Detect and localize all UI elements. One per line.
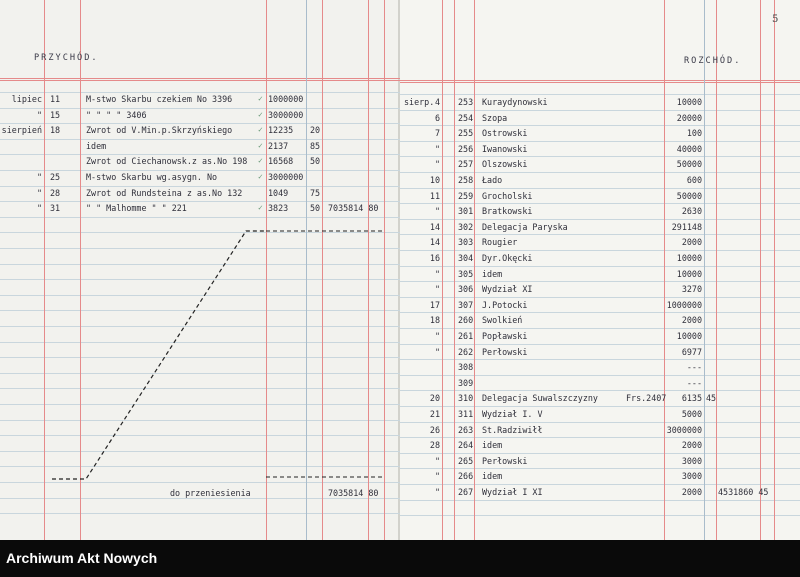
entry-description: M-stwo Skarbu czekiem No 3396 — [86, 94, 233, 104]
row-rule — [400, 94, 800, 95]
entry-day: 11 — [429, 190, 440, 201]
column-rule — [774, 0, 775, 540]
entry-number: 265 — [458, 455, 474, 466]
entry-number: 306 — [458, 284, 474, 295]
entry-cents: 75 — [310, 187, 321, 198]
entry-day: 28 — [429, 440, 440, 451]
header-rule-right-2 — [400, 82, 800, 83]
row-rule — [400, 156, 800, 157]
entry-description: M-stwo Skarbu wg.asygn. No — [86, 172, 218, 182]
entry-amount: 1000000 — [268, 94, 304, 104]
entry-payee: Wydział I XI — [482, 487, 543, 497]
page-number: 5 — [772, 14, 779, 25]
entry-month: " — [36, 109, 42, 120]
row-rule — [400, 328, 800, 329]
entry-day: 25 — [50, 172, 61, 182]
entry-month: " — [36, 172, 42, 182]
entry-amount: 10000 — [676, 253, 702, 263]
entry-payee: Ostrowski — [482, 128, 528, 139]
row-rule — [400, 422, 800, 423]
entry-number: 304 — [458, 253, 474, 263]
row-rule — [400, 344, 800, 345]
entry-day: " — [434, 284, 440, 295]
entry-payee: Łado — [482, 175, 503, 185]
entry-description: Zwrot od Ciechanowsk.z as.No 198 — [86, 156, 248, 167]
entry-payee: J.Potocki — [482, 299, 528, 310]
check-mark: ✓ — [258, 172, 263, 181]
check-mark: ✓ — [258, 203, 263, 213]
entry-amount: 3000000 — [268, 109, 304, 120]
entry-day: " — [434, 268, 440, 279]
entry-number: 259 — [458, 190, 474, 201]
entry-description: Zwrot od Rundsteina z as.No 132 — [86, 187, 243, 198]
check-mark: ✓ — [258, 109, 263, 119]
entry-amount: 2137 — [268, 140, 289, 151]
entry-number: 303 — [458, 237, 474, 248]
entry-amount: 1000000 — [666, 299, 702, 310]
entry-amount: 10000 — [676, 97, 702, 107]
entry-day: 15 — [50, 109, 61, 120]
entry-amount: 1049 — [268, 187, 289, 198]
entry-number: 254 — [458, 112, 474, 123]
entry-cents: 20 — [310, 125, 321, 136]
entry-payee: Szopa — [482, 112, 508, 123]
entry-day: " — [434, 346, 440, 357]
entry-cents: 50 — [310, 203, 321, 214]
entry-day: 6 — [434, 112, 440, 123]
entry-payee: Iwanowski — [482, 143, 528, 154]
entry-amount: 20000 — [676, 112, 702, 123]
row-rule — [400, 219, 800, 220]
entry-amount: 6977 — [681, 346, 702, 357]
entry-day: 31 — [50, 203, 61, 214]
entry-amount: 12235 — [268, 125, 294, 136]
entry-amount: 2000 — [681, 487, 702, 497]
entry-day: 26 — [429, 424, 440, 435]
entry-amount: 3000000 — [666, 424, 702, 435]
entry-day: " — [434, 206, 440, 217]
entry-amount: 16568 — [268, 156, 294, 167]
entry-payee: idem — [482, 440, 503, 451]
entry-number: 262 — [458, 346, 474, 357]
entry-description: Zwrot od V.Min.p.Skrzyńskiego — [86, 125, 233, 136]
row-rule — [400, 110, 800, 111]
entry-payee: Perłowski — [482, 455, 528, 466]
entry-day: 18 — [429, 315, 440, 326]
entry-day: 14 — [429, 221, 440, 232]
entry-payee: Wydział I. V — [482, 409, 543, 419]
row-rule — [400, 250, 800, 251]
entry-number: 311 — [458, 409, 474, 419]
entry-month: " — [36, 187, 42, 198]
entry-payee: Wydział XI — [482, 284, 533, 295]
entry-running-total: 7035814 80 — [328, 203, 379, 214]
entry-day: 28 — [50, 187, 61, 198]
carry-label: do przeniesienia — [170, 488, 251, 498]
entry-month: lipiec — [11, 94, 42, 104]
row-rule — [400, 390, 800, 391]
entry-number: 302 — [458, 221, 474, 232]
entry-number: 307 — [458, 299, 474, 310]
entry-description: " " Malhomme " " 221 — [86, 203, 187, 214]
entry-payee: St.Radziwiłł — [482, 424, 543, 435]
row-rule — [400, 484, 800, 485]
row-rule — [400, 406, 800, 407]
entry-amount: 2000 — [681, 440, 702, 451]
entry-description: " " " " 3406 — [86, 109, 147, 120]
row-rule — [400, 297, 800, 298]
row-rule — [400, 172, 800, 173]
entry-amount: 291148 — [671, 221, 702, 232]
entry-payee: idem — [482, 268, 503, 279]
entry-day: 18 — [50, 125, 61, 136]
entry-amount: --- — [686, 362, 702, 373]
entry-amount: 10000 — [676, 268, 702, 279]
entry-day: 7 — [434, 128, 440, 139]
entry-payee: Olszowski — [482, 159, 528, 170]
entry-number: 267 — [458, 487, 474, 497]
entry-number: 261 — [458, 331, 474, 341]
entry-amount: 3000000 — [268, 172, 304, 182]
entry-number: 256 — [458, 143, 474, 154]
column-rule — [760, 0, 761, 540]
entry-cents: 50 — [310, 156, 321, 167]
entry-day: " — [434, 487, 440, 497]
row-rule — [400, 359, 800, 360]
entry-amount: 2000 — [681, 315, 702, 326]
entry-day: 20 — [429, 393, 440, 404]
row-rule — [400, 234, 800, 235]
entry-amount: 40000 — [676, 143, 702, 154]
entry-number: 260 — [458, 315, 474, 326]
check-mark: ✓ — [258, 156, 263, 166]
row-rule — [400, 203, 800, 204]
entry-amount: 2630 — [681, 206, 702, 217]
entry-payee: Delegacja Suwalszczyzny — [482, 393, 598, 404]
row-rule — [400, 266, 800, 267]
entry-amount: 10000 — [676, 331, 702, 341]
entry-amount: 600 — [686, 175, 702, 185]
entry-number: 257 — [458, 159, 474, 170]
row-rule — [400, 188, 800, 189]
entry-month: sierp. — [404, 97, 435, 107]
archive-footer — [0, 540, 800, 577]
entry-month: " — [36, 203, 42, 214]
entry-payee: Kuraydynowski — [482, 97, 548, 107]
entry-cents: 85 — [310, 140, 321, 151]
column-rule — [442, 0, 443, 540]
column-rule — [704, 0, 705, 540]
column-rule — [474, 0, 475, 540]
entry-payee: Popławski — [482, 331, 528, 341]
row-rule — [400, 453, 800, 454]
entry-day: 21 — [429, 409, 440, 419]
entry-amount: --- — [686, 377, 702, 388]
entry-day: 11 — [50, 94, 61, 104]
row-rule — [400, 515, 800, 516]
check-mark: ✓ — [258, 94, 263, 103]
entry-number: 258 — [458, 175, 474, 185]
row-rule — [400, 468, 800, 469]
entry-day: 16 — [429, 253, 440, 263]
entry-running-total: 4531860 45 — [718, 487, 769, 497]
entry-payee: Bratkowski — [482, 206, 533, 217]
entry-number: 309 — [458, 377, 474, 388]
entry-amount: 2000 — [681, 237, 702, 248]
row-rule — [400, 500, 800, 501]
entry-number: 310 — [458, 393, 474, 404]
archive-name: Archiwum Akt Nowych — [6, 550, 158, 566]
entry-description: idem — [86, 140, 107, 151]
row-rule — [400, 141, 800, 142]
entry-day: 10 — [429, 175, 440, 185]
entry-cents: 45 — [706, 393, 717, 404]
row-rule — [400, 312, 800, 313]
entry-payee: Swolkień — [482, 315, 523, 326]
entry-month: sierpień — [1, 125, 42, 136]
entry-number: 264 — [458, 440, 474, 451]
entry-day: 17 — [429, 299, 440, 310]
entry-number: 308 — [458, 362, 474, 373]
row-rule — [400, 125, 800, 126]
entry-day: 4 — [434, 97, 440, 107]
column-rule — [454, 0, 455, 540]
entry-number: 305 — [458, 268, 474, 279]
column-rule — [716, 0, 717, 540]
entry-amount: 6135 — [681, 393, 702, 404]
entry-number: 301 — [458, 206, 474, 217]
check-mark: ✓ — [258, 140, 263, 150]
entry-payee: Grocholski — [482, 190, 533, 201]
cancel-stroke — [0, 0, 400, 540]
entry-payee: idem — [482, 471, 503, 482]
entry-day: " — [434, 455, 440, 466]
left-header: PRZYCHÓD. — [34, 53, 99, 63]
row-rule — [400, 437, 800, 438]
entry-number: 255 — [458, 128, 474, 139]
entry-payee: Dyr.Okęcki — [482, 253, 533, 263]
entry-payee: Delegacja Paryska — [482, 221, 568, 232]
entry-amount: 3270 — [681, 284, 702, 295]
entry-amount: 5000 — [681, 409, 702, 419]
entry-number: 253 — [458, 97, 474, 107]
entry-day: " — [434, 471, 440, 482]
entry-amount: 100 — [686, 128, 702, 139]
entry-number: 263 — [458, 424, 474, 435]
entry-amount: 3823 — [268, 203, 289, 214]
entry-day: " — [434, 331, 440, 341]
entry-day: 14 — [429, 237, 440, 248]
row-rule — [400, 281, 800, 282]
row-rule — [400, 375, 800, 376]
entry-amount: 3000 — [681, 471, 702, 482]
entry-currency-note: Frs.2407 — [626, 393, 667, 404]
entry-day: " — [434, 159, 440, 170]
entry-number: 266 — [458, 471, 474, 482]
header-rule-right — [400, 80, 800, 81]
right-header: ROZCHÓD. — [684, 56, 742, 66]
check-mark: ✓ — [258, 125, 263, 135]
entry-amount: 50000 — [676, 190, 702, 201]
entry-amount: 3000 — [681, 455, 702, 466]
entry-day: " — [434, 143, 440, 154]
entry-payee: Perłowski — [482, 346, 528, 357]
entry-amount: 50000 — [676, 159, 702, 170]
entry-payee: Rougier — [482, 237, 518, 248]
carry-total: 7035814 80 — [328, 488, 379, 498]
